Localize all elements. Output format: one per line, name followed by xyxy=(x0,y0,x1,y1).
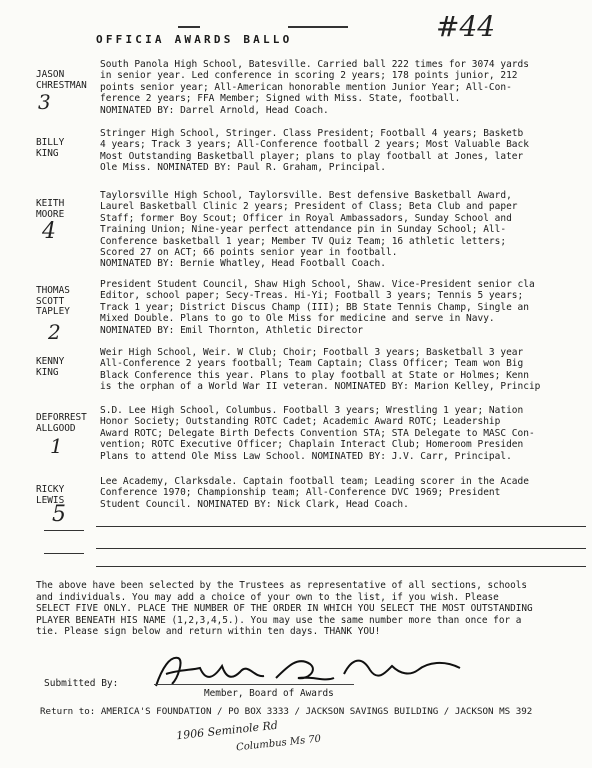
title-overline xyxy=(288,26,348,28)
nominee-description: South Panola High School, Batesville. Carried ball 222 times for 3074 yards in senior year. Led conference in scoring 2 years; 178 points junior, 212 points senior year; All-American honorable mention Junior Year; All-Con- ference 2 years; FFA Member; Signed with Miss. State, football. NOMINATED BY: Darrel Arnold, Head Coach. xyxy=(100,59,529,116)
nominee-name: KENNY KING xyxy=(36,356,65,378)
nominee-description: Taylorsville High School, Taylorsville. Best defensive Basketball Award, Laurel Basketball Clinic 2 years; President of Class; Beta Club and paper Staff; former Boy Scout; Officer in Royal Ambassadors, Sunday School and Training Union; Nine-year perfect attendance pin in Sunday School; All- Conference basketball 1 year; Member TV Quiz Team; 16 athletic letters; Scored 27 on ACT; 66 points senior year in football. NOMINATED BY: Bernie Whatley, Head Football Coach. xyxy=(100,190,518,270)
nominee-name: KEITH MOORE xyxy=(36,198,65,220)
ballot-title: OFFICIA AWARDS BALLO xyxy=(96,33,293,46)
vote-number[interactable]: 1 xyxy=(50,434,63,458)
write-in-name-line[interactable] xyxy=(44,530,84,531)
nominee-description: Stringer High School, Stringer. Class President; Football 4 years; Basketb 4 years; Track 3 years; All-Conference football 2 years; Most Valuable Back Most Outstanding Basketball player; plans to play football at Jones, later Ole Miss. NOMINATED BY: Paul R. Graham, Principal. xyxy=(100,128,529,174)
return-address: Return to: AMERICA'S FOUNDATION / PO BOX 3333 / JACKSON SAVINGS BUILDING / JACKSON MS 392 xyxy=(40,706,533,717)
nominee-description: S.D. Lee High School, Columbus. Football 3 years; Wrestling 1 year; Nation Honor Society; Outstanding ROTC Cadet; Academic Award ROTC; Leadership Award ROTC; Delegate Birth Defects Convention STA; STA Delegate to MASC Con- vention; ROTC Executive Officer; Chaplain Interact Club; Homeroom Presiden Plans to attend Ole Miss Law School. NOMINATED BY: J.V. Carr, Principal. xyxy=(100,405,535,462)
nominee-name: BILLY KING xyxy=(36,137,65,159)
signature-line[interactable] xyxy=(154,684,354,685)
ballot-number: #44 xyxy=(436,10,496,43)
title-overline xyxy=(178,26,200,28)
handwritten-address-line1: 1906 Seminole Rd xyxy=(175,718,279,743)
nominee-name: JASON CHRESTMAN xyxy=(36,69,87,91)
nominee-description: Weir High School, Weir. W Club; Choir; Football 3 years; Basketball 3 year All-Conference 2 years football; Team Captain; Class Officer; Team won Big Black Conference this year. Plans to play football at State or Holmes; Kenn is the orphan of a World War II veteran. NOMINATED BY: Marion Kelley, Princip xyxy=(100,347,541,393)
vote-number[interactable]: 4 xyxy=(42,219,56,244)
vote-number[interactable]: 2 xyxy=(48,320,61,344)
instructions-text: The above have been selected by the Trustees as representative of all sections, schools and individuals. You may add a choice of your own to the list, if you wish. Please SELECT FIVE ONLY. PLACE THE NUMBER OF THE ORDER IN WHICH YOU SELECT THE MOST OUTSTANDING PLAYER BENEATH HIS NAME (1,2,3,4,5.). You may use the same number more than once for a tie. Please sign below and return within ten days. THANK YOU! xyxy=(36,580,533,638)
vote-number[interactable]: 5 xyxy=(52,502,66,527)
vote-number[interactable]: 3 xyxy=(38,90,51,114)
nominee-name: RICKY LEWIS xyxy=(36,484,65,506)
nominee-description: Lee Academy, Clarksdale. Captain football team; Leading scorer in the Acade Conference 1970; Championship team; All-Conference DVC 1969; President Student Council. NOMINATED BY: Nick Clark, Head Coach. xyxy=(100,476,529,510)
member-label: Member, Board of Awards xyxy=(204,688,334,699)
submitted-by-label: Submitted By: xyxy=(44,678,119,689)
write-in-name-line[interactable] xyxy=(44,553,84,554)
nominee-name: DEFORREST ALLGOOD xyxy=(36,412,87,434)
nominee-description: President Student Council, Shaw High School, Shaw. Vice-President senior cla Editor, school paper; Secy-Treas. Hi-Yi; Football 3 years; Tennis 5 years; Track 1 year; District Discus Champ (III); BB State Tennis Champ, Single an Mixed Double. Plans to go to Ole Miss for medicine and serve in Navy. NOMINATED BY: Emil Thornton, Athletic Director xyxy=(100,279,535,336)
write-in-description-line[interactable] xyxy=(96,566,586,567)
write-in-description-line[interactable] xyxy=(96,526,586,527)
handwritten-address-line2: Columbus Ms 70 xyxy=(235,733,322,754)
nominee-name: THOMAS SCOTT TAPLEY xyxy=(36,285,70,317)
write-in-description-line[interactable] xyxy=(96,548,586,549)
